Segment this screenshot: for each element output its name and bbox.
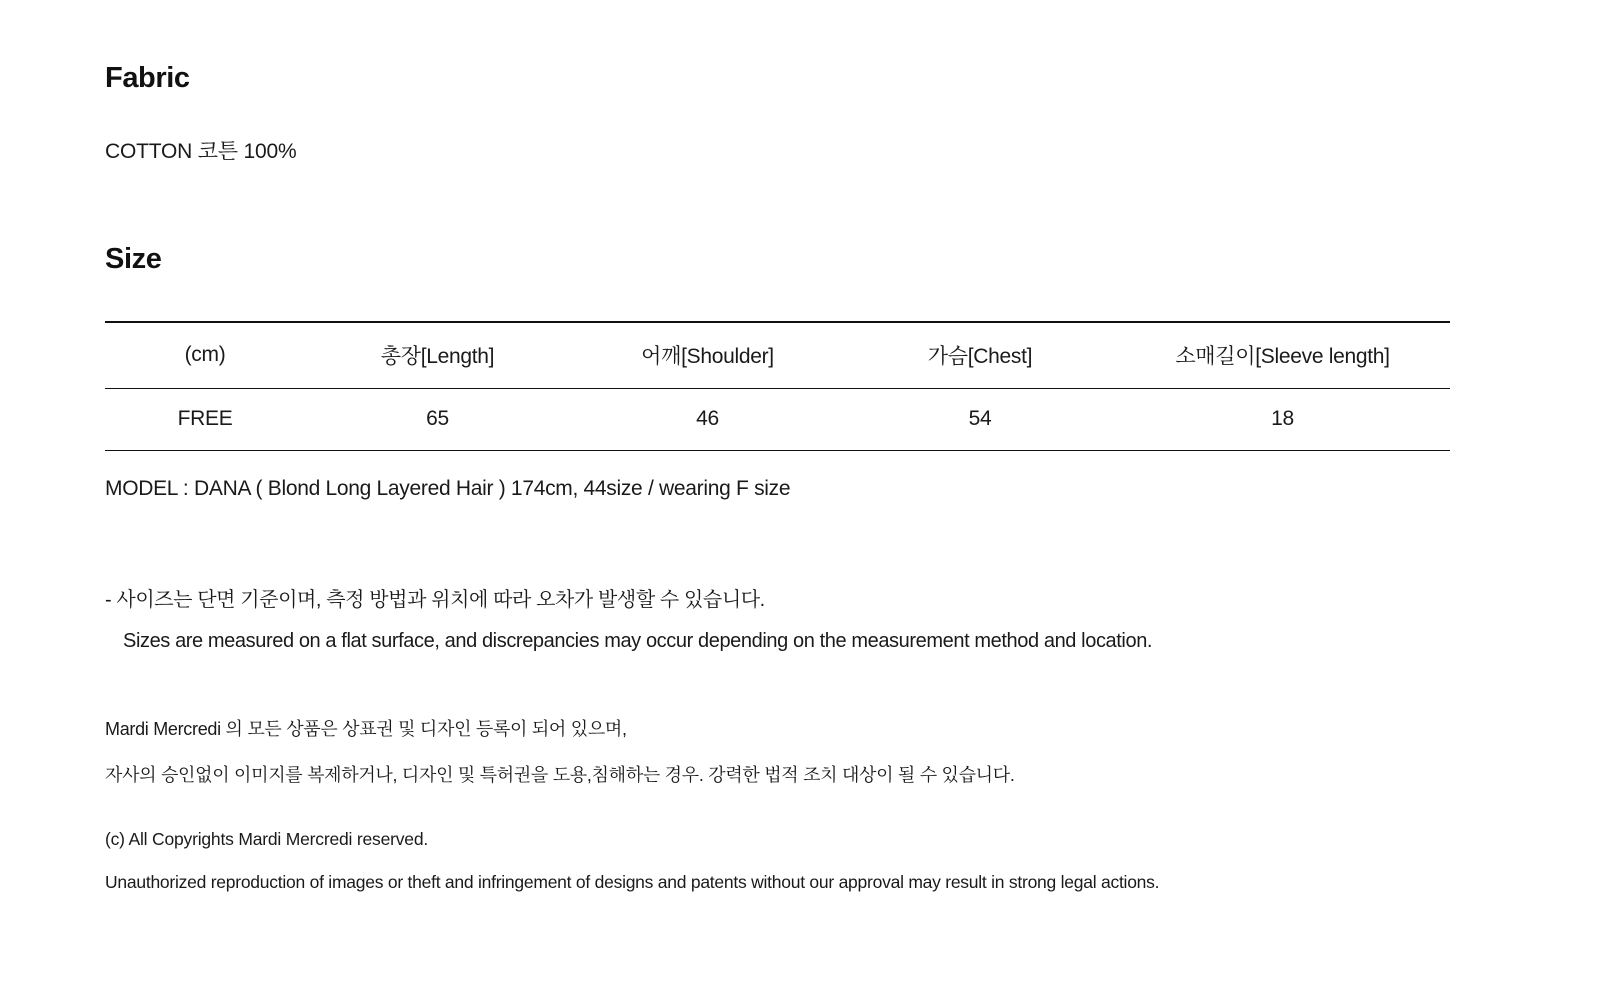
note-english: Sizes are measured on a flat surface, and discrepancies may occur depending on the measurement method and location.: [123, 630, 1153, 652]
content-column: [105, 62, 1450, 893]
size-section: [105, 243, 1450, 276]
note-korean: - 사이즈는 단면 기준이며, 측정 방법과 위치에 따라 오차가 발생할 수 있습니다.: [105, 589, 765, 611]
size-chart-body: [105, 389, 1450, 451]
table-row: [105, 389, 1450, 451]
legal-korean-line-1: Mardi Mercredi 의 모든 상품은 상표권 및 디자인 등록이 되어 있으며,: [105, 719, 627, 739]
size-chart-table: [105, 321, 1450, 451]
measurement-notes: [105, 583, 1450, 653]
table-header-row: [105, 322, 1450, 389]
column-header-unit: (cm): [184, 343, 226, 366]
legal-korean-line-2: 자사의 승인없이 이미지를 복제하거나, 디자인 및 특허권을 도용,침해하는 경우. 강력한 법적 조치 대상이 될 수 있습니다.: [105, 765, 1015, 785]
column-header-chest: 가슴[Chest]: [927, 345, 1033, 368]
copyright-line: (c) All Copyrights Mardi Mercredi reserved.: [105, 829, 429, 849]
column-header-shoulder: 어깨[Shoulder]: [641, 345, 774, 368]
cell-sleeve-length: 18: [1271, 407, 1294, 430]
cell-length: 65: [426, 407, 449, 430]
copyright-notice-line: Unauthorized reproduction of images or theft and infringement of designs and patents without our approval may result in strong legal actions.: [105, 872, 1160, 892]
legal-notice: [105, 715, 1450, 893]
model-info: MODEL : DANA ( Blond Long Layered Hair ) 174cm, 44size / wearing F size: [105, 477, 791, 500]
cell-shoulder: 46: [696, 407, 719, 430]
size-chart-header: [105, 322, 1450, 389]
fabric-composition: COTTON 코튼 100%: [105, 140, 297, 163]
size-heading: Size: [105, 243, 162, 275]
cell-size-label: FREE: [177, 407, 233, 430]
column-header-length: 총장[Length]: [380, 345, 495, 368]
cell-chest: 54: [968, 407, 992, 430]
copyright-block: [105, 829, 1450, 893]
column-header-sleeve-length: 소매길이[Sleeve length]: [1175, 345, 1390, 368]
fabric-heading: Fabric: [105, 62, 190, 94]
